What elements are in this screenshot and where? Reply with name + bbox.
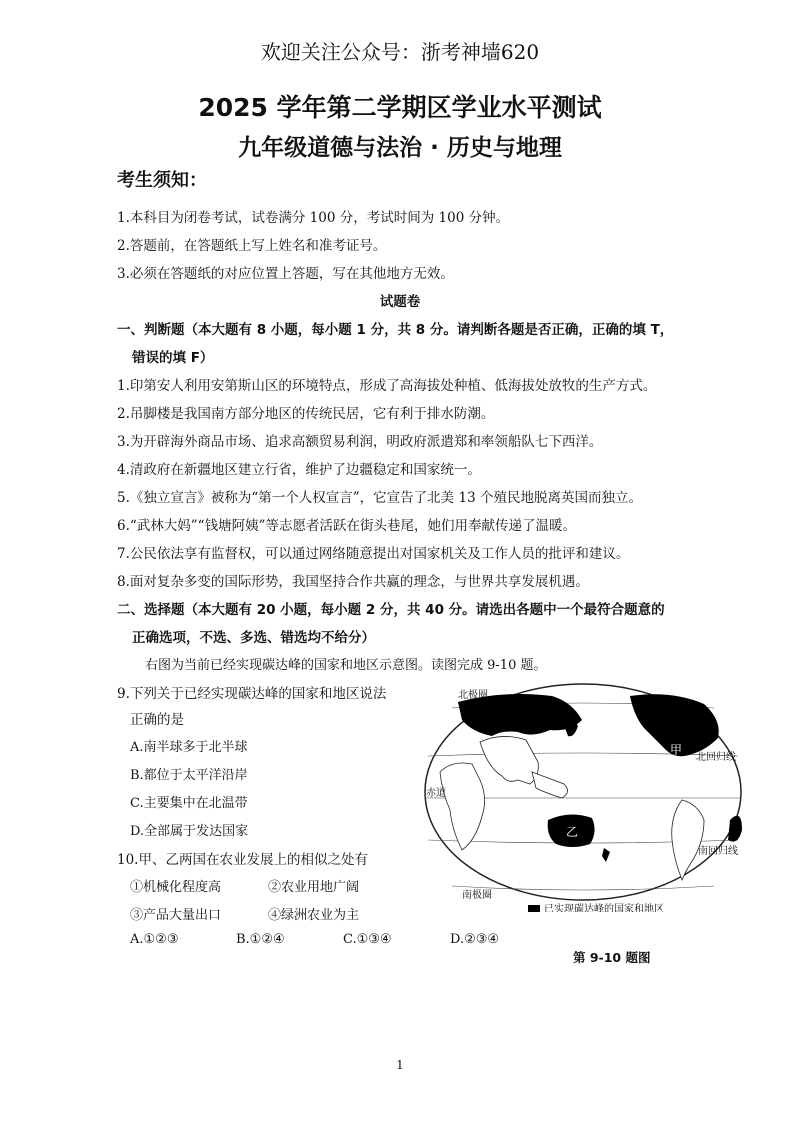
section1-heading: 一、判断题（本大题有 8 小题，每小题 1 分，共 8 分。请判断各题是否正确，正确的填 T， — [117, 322, 674, 338]
exam-title: 2025 学年第二学期区学业水平测试 — [198, 93, 602, 122]
page-number: 1 — [396, 1058, 404, 1072]
judgement-item: 2.吊脚楼是我国南方部分地区的传统民居，它有利于排水防潮。 — [117, 406, 495, 422]
q9-stem: 9.下列关于已经实现碳达峰的国家和地区说法 — [117, 686, 387, 702]
section2-heading: 二、选择题（本大题有 20 小题，每小题 2 分，共 40 分。请选出各题中一个最符合题意的 — [117, 602, 665, 618]
notice-item: 3.必须在答题纸的对应位置上答题，写在其他地方无效。 — [117, 266, 454, 282]
label-tropic-cancer: 北回归线 — [696, 752, 736, 763]
q9-stem-cont: 正确的是 — [130, 712, 184, 728]
notice-item: 1.本科目为闭卷考试，试卷满分 100 分，考试时间为 100 分钟。 — [117, 210, 510, 226]
judgement-item: 7.公民依法享有监督权，可以通过网络随意提出对国家机关及工作人员的批评和建议。 — [117, 546, 630, 562]
q10-choice-2: ②农业用地广阔 — [268, 880, 360, 895]
exam-subtitle: 九年级道德与法治 · 历史与地理 — [238, 135, 562, 161]
label-country-yi: 乙 — [566, 825, 579, 839]
label-tropic-capricorn: 南回归线 — [698, 846, 738, 857]
map-caption: 第 9-10 题图 — [573, 950, 651, 965]
judgement-item: 6.“武林大妈”“钱塘阿姨”等志愿者活跃在街头巷尾，她们用奉献传递了温暖。 — [117, 518, 576, 534]
notice-heading: 考生须知： — [117, 170, 207, 191]
q9-option-c: C.主要集中在北温带 — [130, 796, 248, 811]
label-equator: 赤道 — [426, 788, 446, 799]
judgement-item: 3.为开辟海外商品市场、追求高额贸易利润，明政府派遣郑和率领船队七下西洋。 — [117, 434, 603, 450]
label-antarctic-circle: 南极圈 — [462, 890, 492, 901]
q9-option-a: A.南半球多于北半球 — [130, 740, 248, 755]
q10-choice-4: ④绿洲农业为主 — [268, 908, 360, 923]
q9-option-b: B.都位于太平洋沿岸 — [130, 768, 248, 783]
q10-choice-3: ③产品大量出口 — [130, 908, 222, 923]
section2-heading-cont: 正确选项，不选、多选、错选均不给分） — [132, 630, 375, 646]
legend-label: 已实现碳达峰的国家和地区 — [544, 904, 664, 912]
world-map-figure — [422, 680, 744, 912]
q10-option-c: C.①③④ — [343, 932, 392, 947]
q10-option-b: B.①②④ — [236, 932, 285, 947]
world-map-svg — [422, 680, 744, 912]
label-country-jia: 甲 — [670, 743, 683, 757]
notice-item: 2.答题前，在答题纸上写上姓名和准考证号。 — [117, 238, 387, 254]
judgement-item: 8.面对复杂多变的国际形势，我国坚持合作共赢的理念，与世界共享发展机遇。 — [117, 574, 589, 590]
section1-heading-cont: 错误的填 F） — [132, 350, 214, 366]
q10-choice-1: ①机械化程度高 — [130, 880, 222, 895]
watermark-text: 欢迎关注公众号：浙考神墙620 — [260, 40, 540, 64]
judgement-item: 5.《独立宣言》被称为“第一个人权宣言”，它宣告了北美 13 个殖民地脱离英国而独立。 — [117, 490, 642, 506]
q9-option-d: D.全部属于发达国家 — [130, 824, 249, 839]
label-arctic-circle: 北极圈 — [458, 690, 488, 701]
q10-option-d: D.②③④ — [450, 932, 500, 947]
judgement-item: 4.清政府在新疆地区建立行省，维护了边疆稳定和国家统一。 — [117, 462, 481, 478]
q10-stem: 10.甲、乙两国在农业发展上的相似之处有 — [117, 852, 368, 868]
map-intro: 右图为当前已经实现碳达峰的国家和地区示意图。读图完成 9-10 题。 — [145, 658, 547, 673]
legend-swatch — [528, 905, 540, 912]
q10-option-a: A.①②③ — [130, 932, 179, 947]
paper-label: 试题卷 — [379, 294, 421, 310]
judgement-item: 1.印第安人利用安第斯山区的环境特点，形成了高海拔处种植、低海拔处放牧的生产方式。 — [117, 378, 657, 394]
